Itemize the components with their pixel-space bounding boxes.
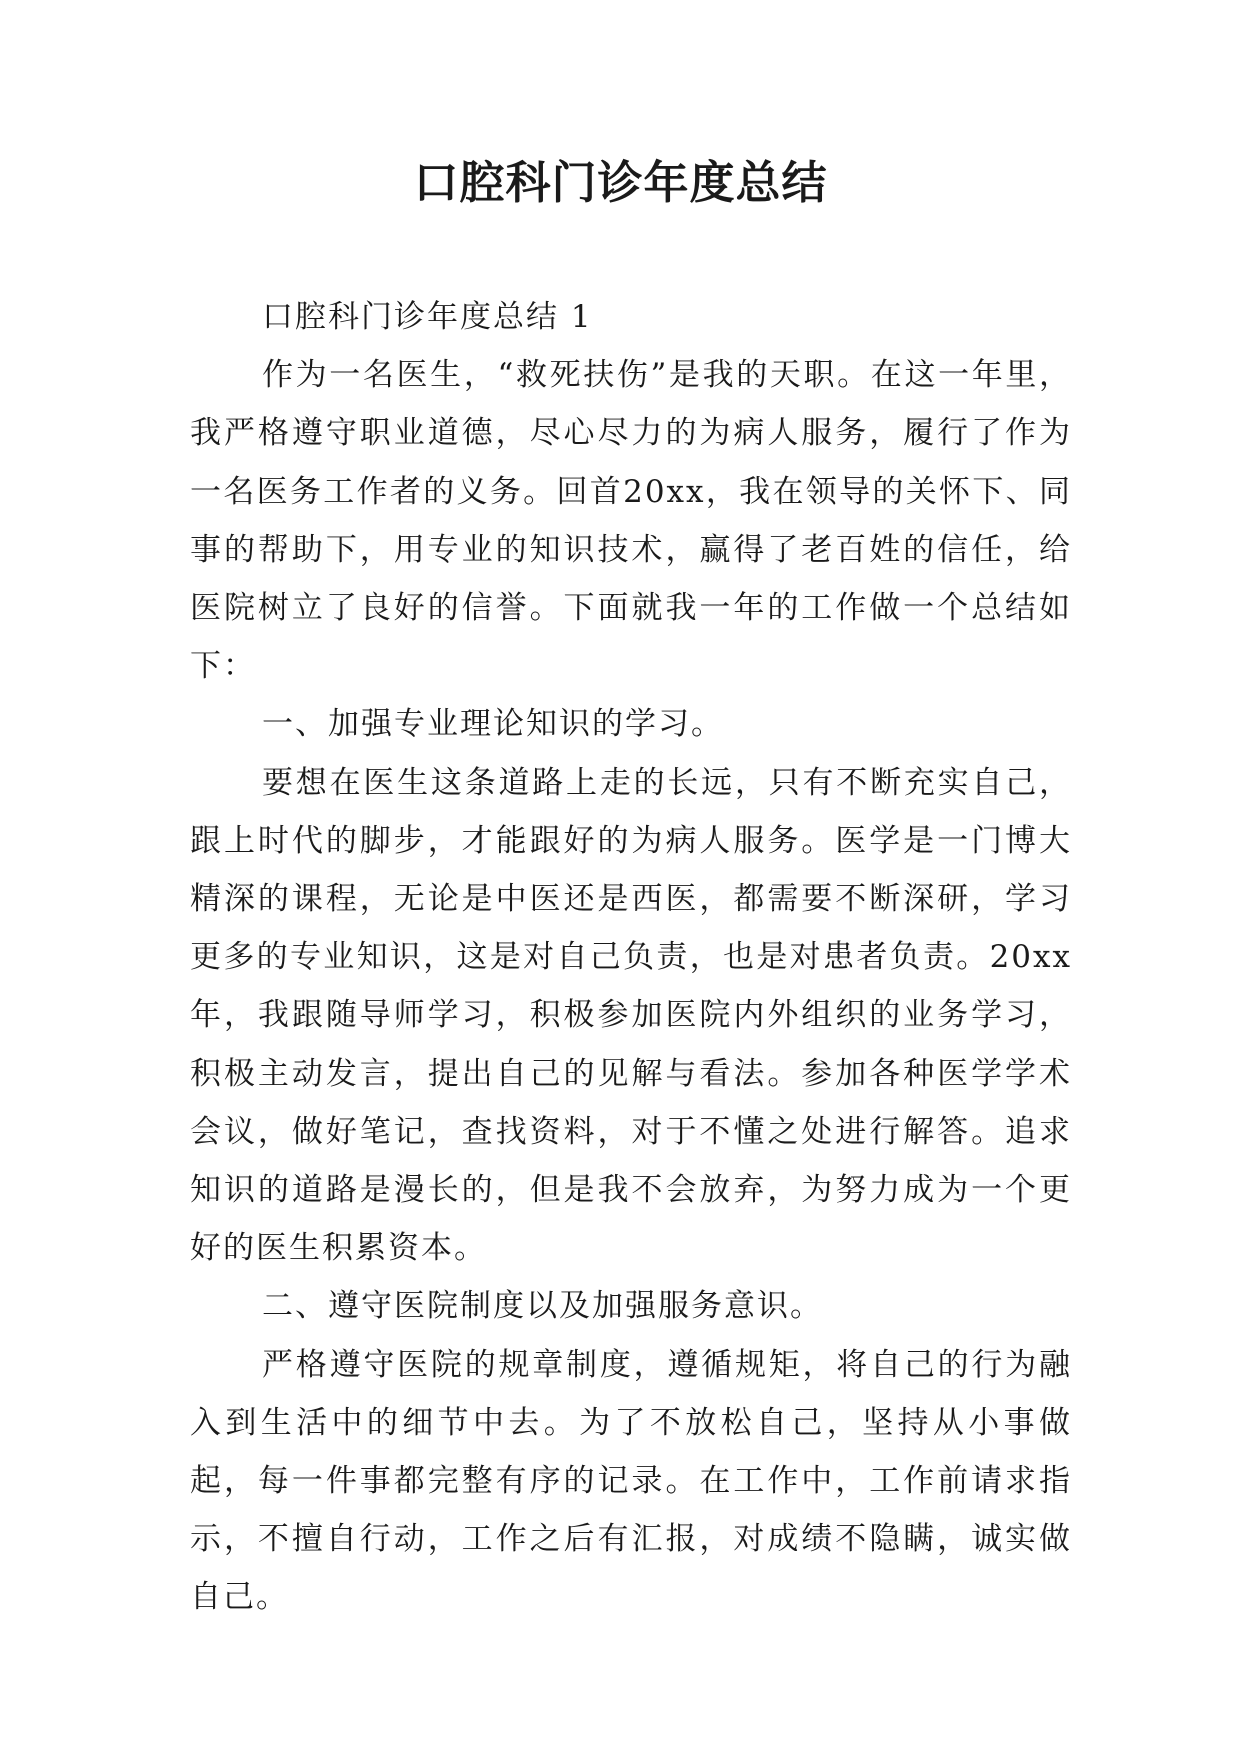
document-body bbox=[190, 288, 1072, 1627]
section-heading: 一、加强专业理论知识的学习。 bbox=[262, 706, 724, 743]
document-title: 口腔科门诊年度总结 bbox=[413, 156, 828, 209]
section-heading: 口腔科门诊年度总结 1 bbox=[262, 299, 593, 335]
body-paragraph: 作为一名医生，“救死扶伤”是我的天职。在这一年里，我严格遵守职业道德，尽心尽力的为病人服务，履行了作为一名医务工作者的义务。回首20xx，我在领导的关怀下、同事的帮助下，用专业的知识技术，赢得了老百姓的信任，给医院树立了良好的信誉。下面就我一年的工作做一个总结如下： bbox=[190, 357, 1072, 685]
section-heading: 二、遵守医院制度以及加强服务意识。 bbox=[262, 1288, 823, 1325]
body-paragraph: 要想在医生这条道路上走的长远，只有不断充实自己，跟上时代的脚步，才能跟好的为病人服务。医学是一门博大精深的课程，无论是中医还是西医，都需要不断深研，学习更多的专业知识，这是对自己负责，也是对患者负责。20xx年，我跟随导师学习，积极参加医院内外组织的业务学习，积极主动发言，提出自己的见解与看法。参加各种医学学术会议，做好笔记，查找资料，对于不懂之处进行解答。追求知识的道路是漫长的，但是我不会放弃，为努力成为一个更好的医生积累资本。 bbox=[190, 764, 1072, 1267]
body-paragraph: 严格遵守医院的规章制度，遵循规矩，将自己的行为融入到生活中的细节中去。为了不放松自己，坚持从小事做起，每一件事都完整有序的记录。在工作中，工作前请求指示，不擅自行动，工作之后有汇报，对成绩不隐瞒，诚实做自己。 bbox=[190, 1346, 1072, 1616]
